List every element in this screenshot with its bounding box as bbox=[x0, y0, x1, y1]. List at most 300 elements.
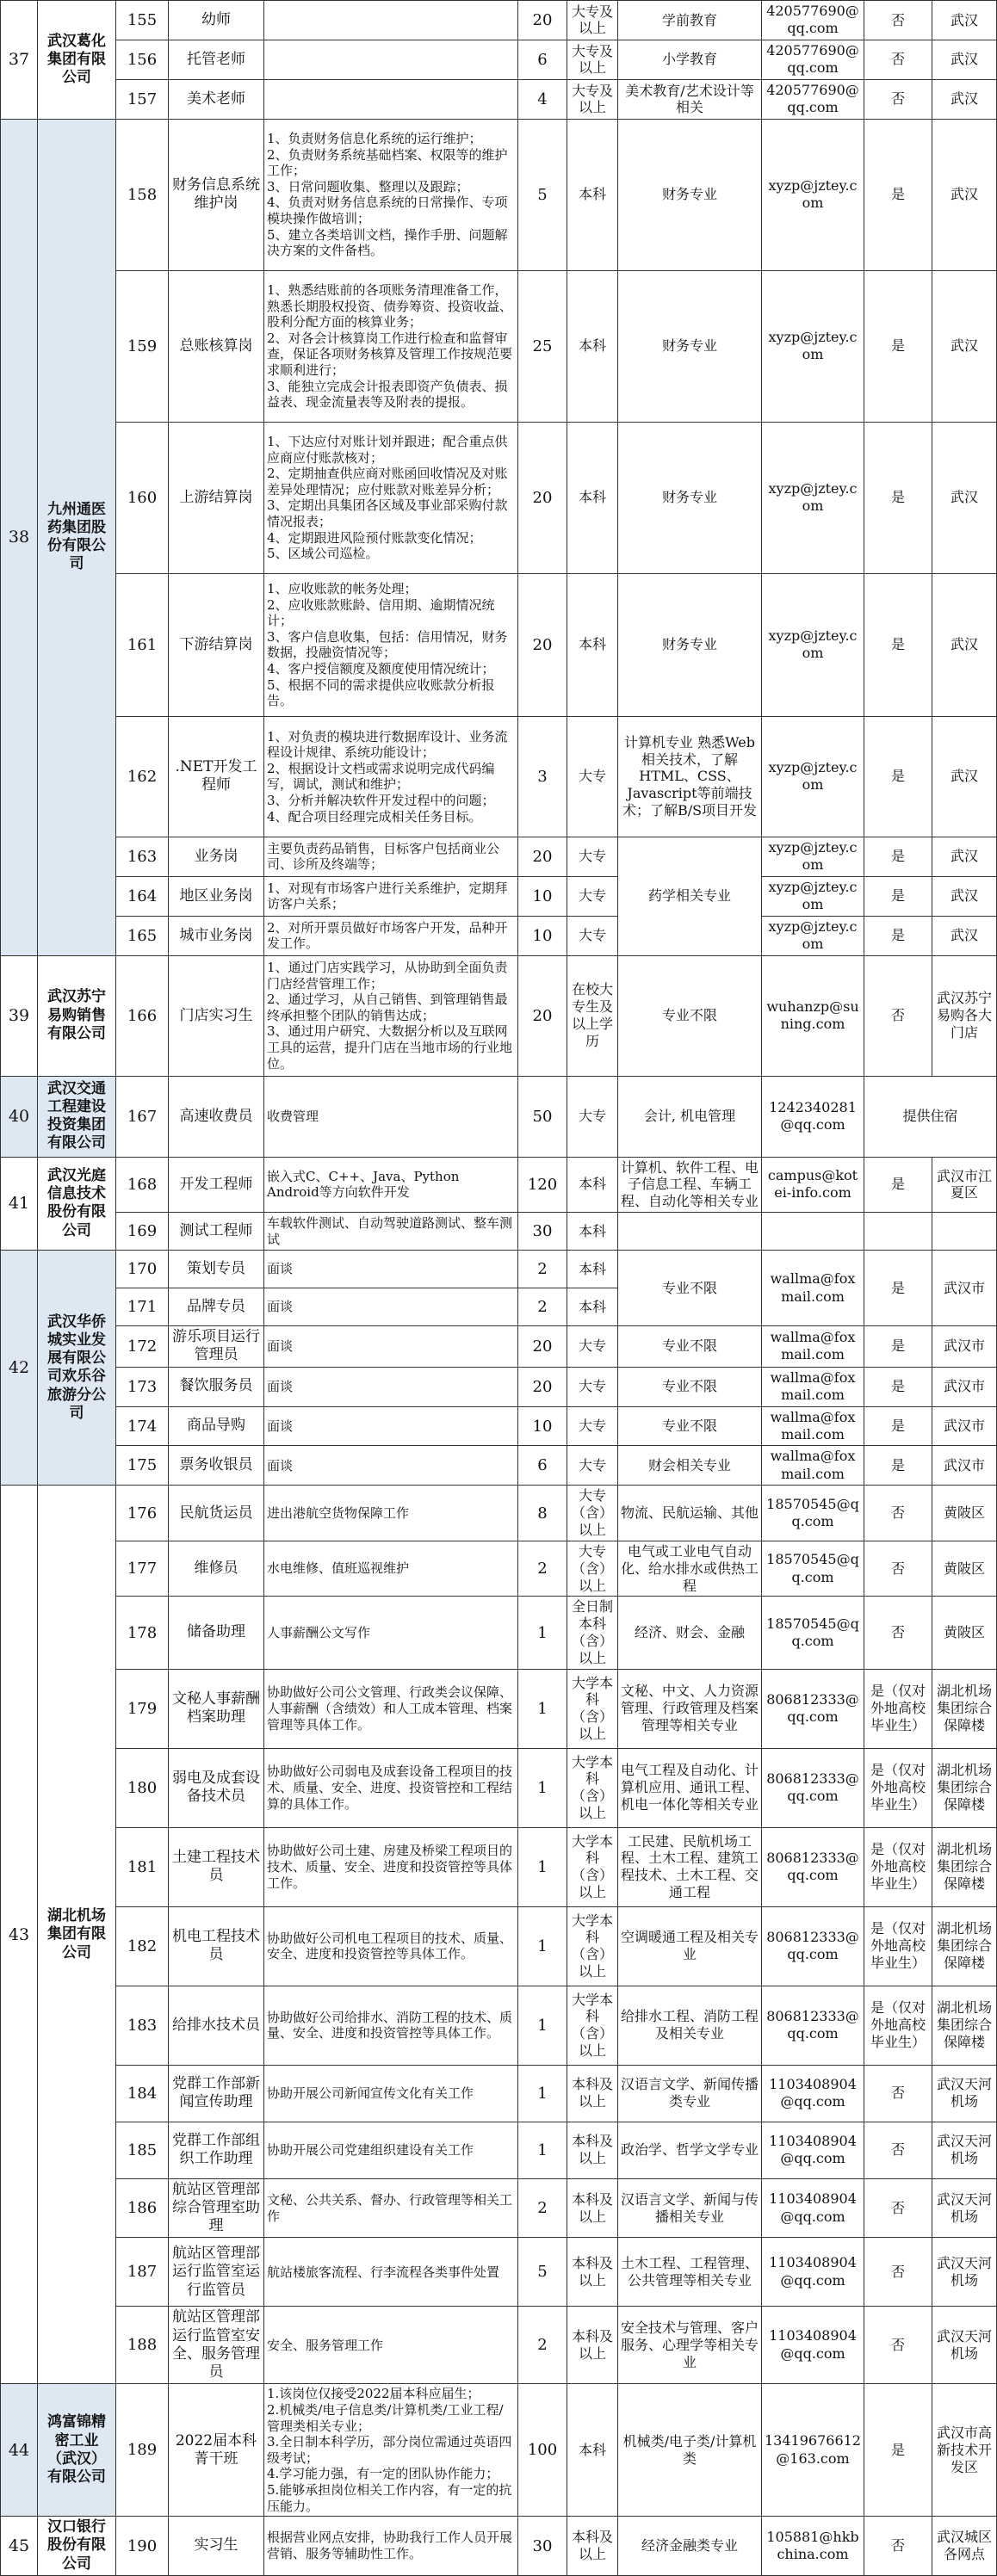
table-row bbox=[1, 79, 997, 119]
education-requirement: 在校大专生及以上学历 bbox=[567, 955, 618, 1076]
contact-email[interactable]: wuhanzp@suning.com bbox=[762, 955, 864, 1076]
fresh-graduate-flag: 是（仅对外地高校毕业生） bbox=[864, 1669, 932, 1748]
work-location: 武汉 bbox=[932, 716, 997, 837]
duty-line: 1、对现有市场客户进行关系维护，定期拜访客户关系； bbox=[267, 880, 508, 912]
post-id: 180 bbox=[116, 1748, 169, 1827]
company-name: 武汉华侨城实业发展有限公司欢乐谷旅游分公司 bbox=[38, 1251, 116, 1486]
post-name: 总账核算岗 bbox=[169, 270, 264, 422]
fresh-graduate-flag: 是 bbox=[864, 422, 932, 573]
duty-line: 1、负责财务信息化系统的运行维护； bbox=[267, 130, 482, 146]
education-requirement: 大专及以上 bbox=[567, 1, 618, 40]
duty-line: 协助开展公司新闻宣传文化有关工作 bbox=[267, 2085, 474, 2101]
contact-email[interactable]: wallma@foxmail.com bbox=[762, 1326, 864, 1368]
duty-line: 协助做好公司土建、房建及桥梁工程项目的技术、质量、安全、进度和投资管控等具体工作。 bbox=[267, 1843, 513, 1891]
work-location: 武汉市 bbox=[932, 1406, 997, 1446]
post-id: 158 bbox=[116, 119, 169, 270]
major-requirement bbox=[618, 1213, 762, 1251]
post-duties bbox=[264, 2178, 518, 2238]
contact-email[interactable]: wallma@foxmail.com bbox=[762, 1367, 864, 1406]
major-requirement: 财务专业 bbox=[618, 422, 762, 573]
company-name: 鸿富锦精密工业（武汉）有限公司 bbox=[38, 2384, 116, 2517]
post-name: 地区业务岗 bbox=[169, 876, 264, 916]
major-requirement: 土木工程、工程管理、公共管理等相关专业 bbox=[618, 2238, 762, 2307]
fresh-graduate-flag: 是 bbox=[864, 1326, 932, 1368]
head-count: 20 bbox=[518, 422, 567, 573]
head-count: 2 bbox=[518, 1288, 567, 1326]
education-requirement: 大专 bbox=[567, 837, 618, 876]
duty-line: 人事薪酬公文写作 bbox=[267, 1624, 371, 1640]
post-duties bbox=[264, 837, 518, 876]
contact-email[interactable]: 1103408904@qq.com bbox=[762, 2122, 864, 2178]
duty-line: 车载软件测试、自动驾驶道路测试、整车测试 bbox=[267, 1215, 513, 1247]
major-requirement: 政治学、哲学文学专业 bbox=[618, 2122, 762, 2178]
post-duties bbox=[264, 1, 518, 40]
post-id: 170 bbox=[116, 1251, 169, 1288]
contact-email[interactable]: xyzp@jztey.com bbox=[762, 422, 864, 573]
contact-email[interactable]: campus@kotei-info.com bbox=[762, 1157, 864, 1212]
major-requirement: 财务专业 bbox=[618, 573, 762, 716]
fresh-graduate-flag: 是 bbox=[864, 837, 932, 876]
post-id: 189 bbox=[116, 2384, 169, 2517]
duty-line: 协助开展公司党建组织建设有关工作 bbox=[267, 2141, 474, 2158]
education-requirement: 本科 bbox=[567, 119, 618, 270]
duty-line: 4.学习能力强，有一定的团队协作能力； bbox=[267, 2466, 499, 2482]
duty-line: 3、客户信息收集，包括：信用情况，财务数据，投融资情况等； bbox=[267, 628, 508, 661]
fresh-graduate-flag: 是 bbox=[864, 916, 932, 955]
work-location: 武汉 bbox=[932, 119, 997, 270]
post-id: 187 bbox=[116, 2238, 169, 2307]
post-name: 维修员 bbox=[169, 1541, 264, 1596]
education-requirement: 大学本科（含）以上 bbox=[567, 1906, 618, 1986]
education-requirement: 本科 bbox=[567, 1288, 618, 1326]
table-row bbox=[1, 2384, 997, 2517]
head-count: 5 bbox=[518, 119, 567, 270]
fresh-graduate-flag: 是 bbox=[864, 716, 932, 837]
company-number: 43 bbox=[1, 1486, 38, 2384]
head-count: 1 bbox=[518, 1669, 567, 1748]
company-number: 41 bbox=[1, 1157, 38, 1250]
major-requirement: 美术教育/艺术设计等相关 bbox=[618, 79, 762, 119]
company-name: 汉口银行股份有限公司 bbox=[38, 2517, 116, 2576]
company-name: 武汉苏宁易购销售有限公司 bbox=[38, 955, 116, 1076]
fresh-graduate-flag: 否 bbox=[864, 79, 932, 119]
post-name: .NET开发工程师 bbox=[169, 716, 264, 837]
post-duties bbox=[264, 1486, 518, 1541]
duty-line: 航站楼旅客流程、行李流程各类事件处置 bbox=[267, 2264, 500, 2280]
fresh-graduate-flag bbox=[864, 1213, 932, 1251]
education-requirement: 本科及以上 bbox=[567, 2517, 618, 2576]
duty-line: 2、对所开票员做好市场客户开发，品种开发工作。 bbox=[267, 919, 508, 952]
head-count: 10 bbox=[518, 1406, 567, 1446]
contact-email[interactable] bbox=[762, 1213, 864, 1251]
work-location: 武汉市 bbox=[932, 1446, 997, 1486]
post-duties bbox=[264, 2238, 518, 2307]
post-duties bbox=[264, 119, 518, 270]
education-requirement: 大专 bbox=[567, 1406, 618, 1446]
head-count: 2 bbox=[518, 2178, 567, 2238]
post-duties bbox=[264, 1326, 518, 1368]
education-requirement: 本科及以上 bbox=[567, 2238, 618, 2307]
post-id: 173 bbox=[116, 1367, 169, 1406]
post-id: 159 bbox=[116, 270, 169, 422]
company-number: 44 bbox=[1, 2384, 38, 2517]
major-requirement: 小学教育 bbox=[618, 40, 762, 79]
contact-email[interactable]: 806812333@qq.com bbox=[762, 1669, 864, 1748]
head-count: 8 bbox=[518, 1486, 567, 1541]
company-number: 38 bbox=[1, 119, 38, 955]
post-id: 155 bbox=[116, 1, 169, 40]
post-name: 门店实习生 bbox=[169, 955, 264, 1076]
table-row bbox=[1, 1213, 997, 1251]
fresh-graduate-flag: 否 bbox=[864, 2065, 932, 2122]
post-duties bbox=[264, 955, 518, 1076]
post-id: 186 bbox=[116, 2178, 169, 2238]
table-row bbox=[1, 837, 997, 876]
post-id: 181 bbox=[116, 1827, 169, 1906]
post-id: 166 bbox=[116, 955, 169, 1076]
post-name: 游乐项目运行管理员 bbox=[169, 1326, 264, 1368]
fresh-graduate-flag: 是 bbox=[864, 270, 932, 422]
post-id: 176 bbox=[116, 1486, 169, 1541]
contact-email[interactable]: xyzp@jztey.com bbox=[762, 716, 864, 837]
education-requirement: 大专及以上 bbox=[567, 40, 618, 79]
fresh-graduate-flag: 否 bbox=[864, 2517, 932, 2576]
table-row bbox=[1, 1251, 997, 1288]
table-row bbox=[1, 1827, 997, 1906]
contact-email[interactable]: 13419676612@163.com bbox=[762, 2384, 864, 2517]
post-duties bbox=[264, 2517, 518, 2576]
post-name: 票务收银员 bbox=[169, 1446, 264, 1486]
work-location: 湖北机场集团综合保障楼 bbox=[932, 1669, 997, 1748]
education-requirement: 本科 bbox=[567, 270, 618, 422]
head-count: 2 bbox=[518, 2307, 567, 2384]
head-count: 50 bbox=[518, 1076, 567, 1157]
duty-line: 收费管理 bbox=[267, 1108, 319, 1124]
head-count: 1 bbox=[518, 1748, 567, 1827]
post-duties bbox=[264, 1541, 518, 1596]
work-location: 武汉天河机场 bbox=[932, 2122, 997, 2178]
contact-email[interactable]: 420577690@qq.com bbox=[762, 79, 864, 119]
post-id: 168 bbox=[116, 1157, 169, 1212]
post-name: 商品导购 bbox=[169, 1406, 264, 1446]
contact-email[interactable]: 1242340281@qq.com bbox=[762, 1076, 864, 1157]
work-location: 武汉苏宁易购各大门店 bbox=[932, 955, 997, 1076]
post-duties bbox=[264, 1157, 518, 1212]
duty-line: 嵌入式C、C++、Java、Python Android等方向软件开发 bbox=[267, 1168, 460, 1201]
contact-email[interactable]: 420577690@qq.com bbox=[762, 1, 864, 40]
fresh-graduate-flag: 是 bbox=[864, 1446, 932, 1486]
fresh-graduate-flag: 是 bbox=[864, 1406, 932, 1446]
major-requirement: 经济金融类专业 bbox=[618, 2517, 762, 2576]
work-location: 武汉 bbox=[932, 573, 997, 716]
contact-email[interactable]: 1103408904@qq.com bbox=[762, 2065, 864, 2122]
contact-email[interactable]: xyzp@jztey.com bbox=[762, 916, 864, 955]
contact-email[interactable]: xyzp@jztey.com bbox=[762, 837, 864, 876]
contact-email[interactable]: xyzp@jztey.com bbox=[762, 876, 864, 916]
major-requirement: 空调暖通工程及相关专业 bbox=[618, 1906, 762, 1986]
major-requirement: 专业不限 bbox=[618, 1326, 762, 1368]
post-id: 165 bbox=[116, 916, 169, 955]
head-count: 30 bbox=[518, 2517, 567, 2576]
contact-email[interactable]: wallma@foxmail.com bbox=[762, 1251, 864, 1326]
post-duties bbox=[264, 2065, 518, 2122]
work-location: 湖北机场集团综合保障楼 bbox=[932, 1986, 997, 2065]
post-name: 开发工程师 bbox=[169, 1157, 264, 1212]
education-requirement: 本科 bbox=[567, 1213, 618, 1251]
post-duties bbox=[264, 573, 518, 716]
duty-line: 协助做好公司公文管理、行政类会议保障、人事薪酬（含绩效）和人工成本管理、档案管理等具体工作。 bbox=[267, 1684, 513, 1733]
contact-email[interactable]: 1103408904@qq.com bbox=[762, 2178, 864, 2238]
post-name: 下游结算岗 bbox=[169, 573, 264, 716]
duty-line: 主要负责药品销售，目标客户包括商业公司、诊所及终端等； bbox=[267, 840, 500, 873]
education-requirement: 大专 bbox=[567, 1076, 618, 1157]
post-id: 160 bbox=[116, 422, 169, 573]
head-count: 100 bbox=[518, 2384, 567, 2517]
post-name: 业务岗 bbox=[169, 837, 264, 876]
table-row bbox=[1, 2122, 997, 2178]
contact-email[interactable]: wallma@foxmail.com bbox=[762, 1406, 864, 1446]
work-location: 湖北机场集团综合保障楼 bbox=[932, 1827, 997, 1906]
fresh-graduate-flag: 是 bbox=[864, 1367, 932, 1406]
work-location bbox=[932, 1213, 997, 1251]
duty-line: 4、负责对财务信息系统的日常操作、专项模块操作做培训； bbox=[267, 195, 508, 226]
table-row bbox=[1, 1326, 997, 1368]
education-requirement: 本科及以上 bbox=[567, 2178, 618, 2238]
major-requirement: 电气或工业电气自动化、给水排水或供热工程 bbox=[618, 1541, 762, 1596]
post-name: 城市业务岗 bbox=[169, 916, 264, 955]
post-name: 民航货运员 bbox=[169, 1486, 264, 1541]
fresh-graduate-flag: 否 bbox=[864, 2178, 932, 2238]
duty-line: 协助做好公司弱电及成套设备工程项目的技术、质量、安全、进度、投资管控和工程结算的具体工作。 bbox=[267, 1764, 513, 1812]
post-duties bbox=[264, 2307, 518, 2384]
table-row bbox=[1, 1157, 997, 1212]
table-row bbox=[1, 2517, 997, 2576]
contact-email[interactable]: 18570545@qq.com bbox=[762, 1597, 864, 1669]
duty-line: 水电维修、值班巡视维护 bbox=[267, 1560, 410, 1577]
post-duties bbox=[264, 1906, 518, 1986]
education-requirement: 全日制本科（含）以上 bbox=[567, 1597, 618, 1669]
post-id: 177 bbox=[116, 1541, 169, 1596]
work-location: 武汉 bbox=[932, 837, 997, 876]
work-location: 武汉市 bbox=[932, 1251, 997, 1326]
work-location: 武汉 bbox=[932, 270, 997, 422]
fresh-graduate-flag: 是（仅对外地高校毕业生） bbox=[864, 1986, 932, 2065]
head-count: 10 bbox=[518, 916, 567, 955]
table-row bbox=[1, 40, 997, 79]
company-number: 37 bbox=[1, 1, 38, 120]
post-id: 185 bbox=[116, 2122, 169, 2178]
fresh-graduate-flag: 是（仅对外地高校毕业生） bbox=[864, 1827, 932, 1906]
major-requirement: 计算机专业 熟悉Web相关技术，了解HTML、CSS、Javascript等前端技术；了解B/S项目开发 bbox=[618, 716, 762, 837]
post-duties bbox=[264, 79, 518, 119]
post-name: 弱电及成套设备技术员 bbox=[169, 1748, 264, 1827]
duty-line: 1、通过门店实践学习，从协助到全面负责门店经营管理工作； bbox=[267, 960, 508, 991]
post-duties bbox=[264, 1597, 518, 1669]
table-row bbox=[1, 955, 997, 1076]
table-row bbox=[1, 1486, 997, 1541]
contact-email[interactable]: 18570545@qq.com bbox=[762, 1486, 864, 1541]
duty-line: 1、应收账款的帐务处理； bbox=[267, 580, 418, 596]
contact-email[interactable]: 420577690@qq.com bbox=[762, 40, 864, 79]
post-duties bbox=[264, 1827, 518, 1906]
post-id: 174 bbox=[116, 1406, 169, 1446]
post-duties bbox=[264, 1986, 518, 2065]
contact-email[interactable]: 18570545@qq.com bbox=[762, 1541, 864, 1596]
duty-line: 根据营业网点安排，协助我行工作人员开展营销、服务等辅助性工作。 bbox=[267, 2530, 513, 2562]
post-duties bbox=[264, 1213, 518, 1251]
head-count: 1 bbox=[518, 1986, 567, 2065]
major-requirement: 药学相关专业 bbox=[618, 837, 762, 955]
contact-email[interactable]: xyzp@jztey.com bbox=[762, 119, 864, 270]
work-location: 湖北机场集团综合保障楼 bbox=[932, 1906, 997, 1986]
work-location: 武汉市 bbox=[932, 1326, 997, 1368]
major-requirement: 会计, 机电管理 bbox=[618, 1076, 762, 1157]
head-count: 2 bbox=[518, 1541, 567, 1596]
duty-line: 面谈 bbox=[267, 1457, 294, 1473]
post-duties bbox=[264, 422, 518, 573]
post-id: 190 bbox=[116, 2517, 169, 2576]
contact-email[interactable]: 1103408904@qq.com bbox=[762, 2307, 864, 2384]
duty-line: 2、定期抽查供应商对账函回收情况及对账差异处理情况；应付账款对账差异分析； bbox=[267, 466, 508, 497]
head-count: 20 bbox=[518, 1326, 567, 1368]
duty-line: 4、客户授信额度及额度使用情况统计； bbox=[267, 660, 495, 676]
table-row bbox=[1, 1597, 997, 1669]
education-requirement: 本科及以上 bbox=[567, 2307, 618, 2384]
duty-line: 面谈 bbox=[267, 1299, 294, 1315]
work-location: 湖北机场集团综合保障楼 bbox=[932, 1748, 997, 1827]
table-row bbox=[1, 1406, 997, 1446]
contact-email[interactable]: 105881@hkbchina.com bbox=[762, 2517, 864, 2576]
major-requirement: 财务专业 bbox=[618, 119, 762, 270]
table-row bbox=[1, 1906, 997, 1986]
job-table-body bbox=[1, 1, 997, 2576]
duty-line: 5、根据不同的需求提供应收账款分析报告。 bbox=[267, 676, 495, 709]
fresh-graduate-flag: 是 bbox=[864, 1251, 932, 1326]
contact-email[interactable]: 806812333@qq.com bbox=[762, 1906, 864, 1986]
major-requirement: 财会相关专业 bbox=[618, 1446, 762, 1486]
work-location: 武汉城区各网点 bbox=[932, 2517, 997, 2576]
table-row bbox=[1, 1367, 997, 1406]
post-duties bbox=[264, 916, 518, 955]
post-name: 餐饮服务员 bbox=[169, 1367, 264, 1406]
contact-email[interactable]: 1103408904@qq.com bbox=[762, 2238, 864, 2307]
major-requirement: 学前教育 bbox=[618, 1, 762, 40]
head-count: 20 bbox=[518, 573, 567, 716]
duty-line: 2、通过学习，从自己销售、到管理销售最终承担整个团队的销售达成； bbox=[267, 991, 508, 1023]
education-requirement: 本科 bbox=[567, 2384, 618, 2517]
contact-email[interactable]: xyzp@jztey.com bbox=[762, 573, 864, 716]
duty-line: 3、日常问题收集、整理以及跟踪； bbox=[267, 178, 469, 195]
work-location: 武汉市高新技术开发区 bbox=[932, 2384, 997, 2517]
fresh-graduate-flag: 否 bbox=[864, 1486, 932, 1541]
major-requirement: 专业不限 bbox=[618, 1251, 762, 1326]
duty-line: 1、下达应付对账计划并跟进；配合重点供应商应付账款核对； bbox=[267, 433, 508, 466]
work-location: 武汉市江夏区 bbox=[932, 1157, 997, 1212]
post-name: 2022届本科菁干班 bbox=[169, 2384, 264, 2517]
post-duties bbox=[264, 1446, 518, 1486]
duty-line: 3.全日制本科学历，部分岗位需通过英语四级考试； bbox=[267, 2434, 512, 2466]
education-requirement: 本科 bbox=[567, 1251, 618, 1288]
post-id: 162 bbox=[116, 716, 169, 837]
contact-email[interactable]: wallma@foxmail.com bbox=[762, 1446, 864, 1486]
education-requirement: 大专 bbox=[567, 876, 618, 916]
table-row bbox=[1, 422, 997, 573]
post-name: 土建工程技术员 bbox=[169, 1827, 264, 1906]
duty-line: 2、对各会计核算岗工作进行检查和监督审查，保证各项财务核算及管理工作按规范要求顺利进行； bbox=[267, 330, 513, 378]
work-location: 武汉 bbox=[932, 876, 997, 916]
head-count: 1 bbox=[518, 1906, 567, 1986]
duty-line: 3、通过用户研究、大数据分析以及互联网工具的运营，提升门店在当地市场的行业地位。 bbox=[267, 1023, 513, 1072]
table-row bbox=[1, 916, 997, 955]
work-location: 武汉天河机场 bbox=[932, 2065, 997, 2122]
company-name: 武汉葛化集团有限公司 bbox=[38, 1, 116, 120]
post-id: 157 bbox=[116, 79, 169, 119]
post-name: 党群工作部新闻宣传助理 bbox=[169, 2065, 264, 2122]
post-id: 175 bbox=[116, 1446, 169, 1486]
post-name: 实习生 bbox=[169, 2517, 264, 2576]
post-name: 文秘人事薪酬档案助理 bbox=[169, 1669, 264, 1748]
table-row bbox=[1, 1986, 997, 2065]
education-requirement: 大专（含）以上 bbox=[567, 1486, 618, 1541]
major-requirement: 机械类/电子类/计算机类 bbox=[618, 2384, 762, 2517]
head-count: 120 bbox=[518, 1157, 567, 1212]
post-name: 航站区管理部运行监管室运行监管员 bbox=[169, 2238, 264, 2307]
major-requirement: 文秘、中文、人力资源管理、行政管理及档案管理等相关专业 bbox=[618, 1669, 762, 1748]
post-name: 托管老师 bbox=[169, 40, 264, 79]
duty-line: 2、应收账款账龄、信用期、逾期情况统计； bbox=[267, 596, 495, 629]
duty-line: 4、定期跟进风险预付账款变化情况； bbox=[267, 529, 482, 546]
post-name: 财务信息系统维护岗 bbox=[169, 119, 264, 270]
fresh-graduate-flag: 否 bbox=[864, 955, 932, 1076]
table-row bbox=[1, 876, 997, 916]
post-id: 184 bbox=[116, 2065, 169, 2122]
contact-email[interactable]: xyzp@jztey.com bbox=[762, 270, 864, 422]
major-requirement: 计算机、软件工程、电子信息工程、车辆工程、自动化等相关专业 bbox=[618, 1157, 762, 1212]
duty-line: 协助做好公司机电工程项目的技术、质量、安全、进度和投资管控等具体工作。 bbox=[267, 1930, 513, 1962]
post-name: 品牌专员 bbox=[169, 1288, 264, 1326]
education-requirement: 大学本科（含）以上 bbox=[567, 1748, 618, 1827]
post-name: 高速收费员 bbox=[169, 1076, 264, 1157]
contact-email[interactable]: 806812333@qq.com bbox=[762, 1827, 864, 1906]
post-duties bbox=[264, 2384, 518, 2517]
education-requirement: 本科 bbox=[567, 422, 618, 573]
post-name: 航站区管理部综合管理室助理 bbox=[169, 2178, 264, 2238]
duty-line: 文秘、公共关系、督办、行政管理等相关工作 bbox=[267, 2191, 513, 2224]
work-location: 黄陂区 bbox=[932, 1541, 997, 1596]
contact-email[interactable]: 806812333@qq.com bbox=[762, 1986, 864, 2065]
head-count: 6 bbox=[518, 40, 567, 79]
table-row bbox=[1, 1, 997, 40]
contact-email[interactable]: 806812333@qq.com bbox=[762, 1748, 864, 1827]
post-duties bbox=[264, 1748, 518, 1827]
post-duties bbox=[264, 876, 518, 916]
duty-line: 4、配合项目经理完成相关任务目标。 bbox=[267, 808, 482, 825]
post-name: 策划专员 bbox=[169, 1251, 264, 1288]
education-requirement: 大专 bbox=[567, 716, 618, 837]
fresh-graduate-flag: 否 bbox=[864, 1541, 932, 1596]
post-id: 172 bbox=[116, 1326, 169, 1368]
post-duties bbox=[264, 1669, 518, 1748]
duty-line: 5.能够承担岗位相关工作内容，有一定的抗压能力。 bbox=[267, 2482, 512, 2514]
table-row bbox=[1, 2178, 997, 2238]
post-name: 给排水技术员 bbox=[169, 1986, 264, 2065]
head-count: 20 bbox=[518, 837, 567, 876]
education-requirement: 大专 bbox=[567, 916, 618, 955]
major-requirement: 经济、财会、金融 bbox=[618, 1597, 762, 1669]
head-count: 30 bbox=[518, 1213, 567, 1251]
duty-line: 3、定期出具集团各区域及事业部采购付款情况报表； bbox=[267, 497, 508, 529]
work-location: 武汉 bbox=[932, 422, 997, 573]
